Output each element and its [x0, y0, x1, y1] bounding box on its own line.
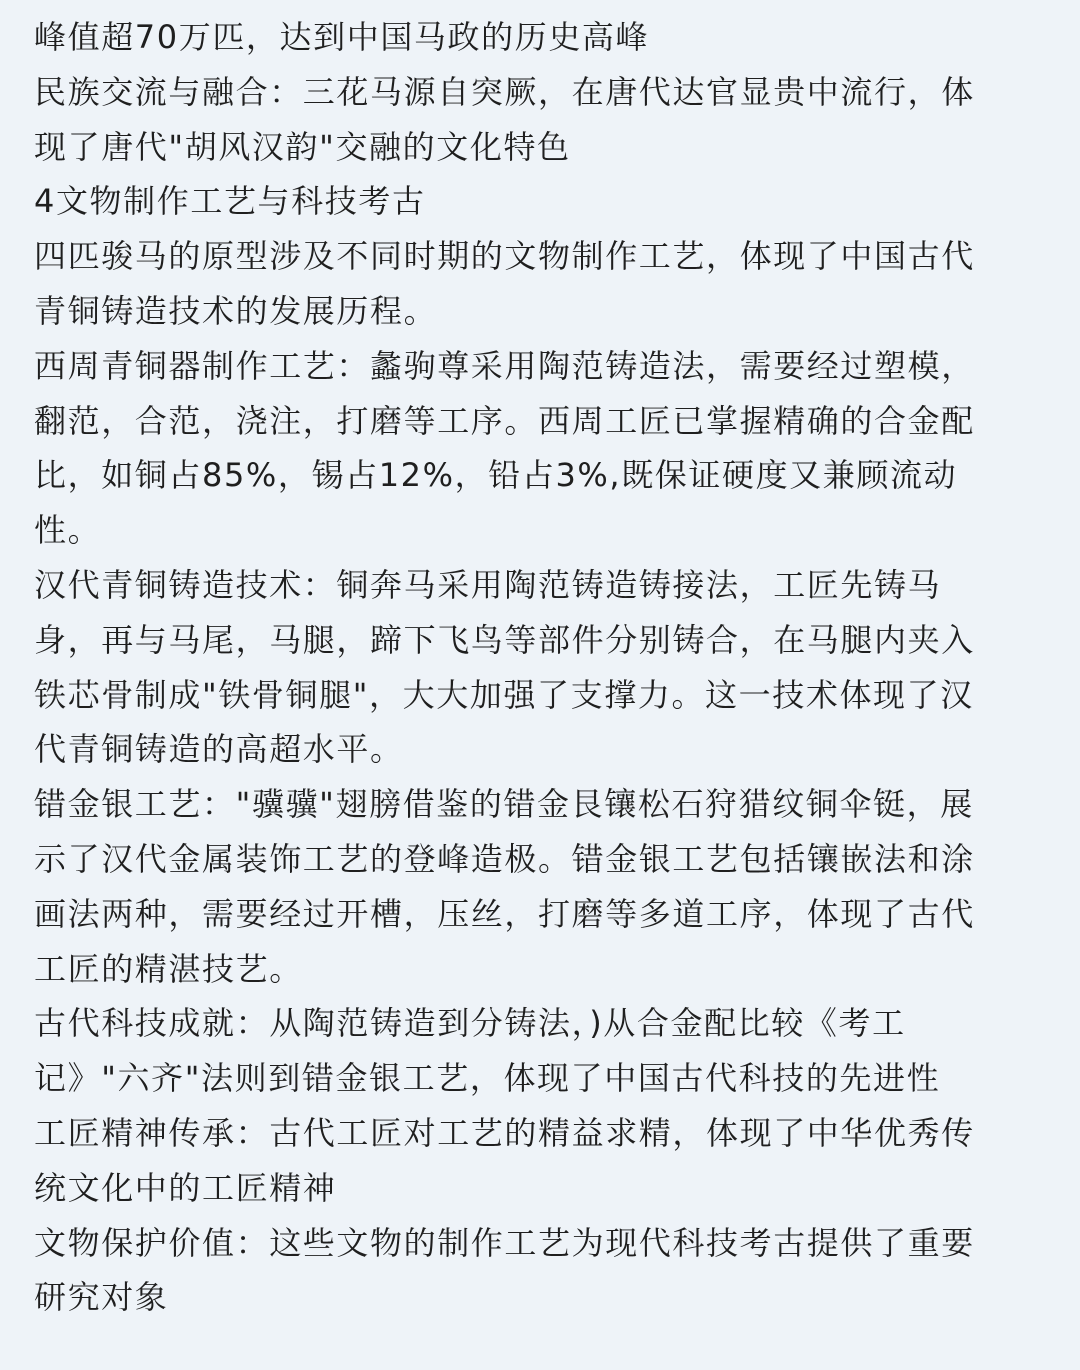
- text-line: 铁芯骨制成"铁骨铜腿"，大大加强了支撑力。这一技术体现了汉: [34, 675, 974, 714]
- section-heading: 4文物制作工艺与科技考古: [34, 182, 426, 221]
- text-line: 青铜铸造技术的发展历程。: [34, 291, 438, 330]
- text-line: 文物保护价值：这些文物的制作工艺为现代科技考古提供了重要: [34, 1223, 975, 1262]
- text-line: 记》"六齐"法则到错金银工艺，体现了中国古代科技的先进性: [34, 1059, 941, 1098]
- text-line: 工匠的精湛技艺。: [34, 949, 303, 988]
- text-line: 四匹骏马的原型涉及不同时期的文物制作工艺，体现了中国古代: [34, 237, 975, 276]
- text-line: 工匠精神传承：古代工匠对工艺的精益求精，体现了中华优秀传: [34, 1113, 975, 1152]
- text-line: 性。: [34, 511, 102, 550]
- text-line: 画法两种，需要经过开槽，压丝，打磨等多道工序，体现了古代: [34, 894, 975, 933]
- text-line: 比，如铜占85%，锡占12%，铅占3%,既保证硬度又兼顾流动: [34, 456, 958, 495]
- text-line: 民族交流与融合：三花马源自突厥，在唐代达官显贵中流行，体: [34, 72, 975, 111]
- text-line: 示了汉代金属装饰工艺的登峰造极。错金银工艺包括镶嵌法和涂: [34, 839, 975, 878]
- text-line: 汉代青铜铸造技术：铜奔马采用陶范铸造铸接法，工匠先铸马: [34, 565, 942, 604]
- text-line: 错金银工艺："骥骥"翅膀借鉴的错金艮镶松石狩猎纹铜伞铤，展: [34, 785, 974, 824]
- text-line: 身，再与马尾，马腿，蹄下飞鸟等部件分别铸合，在马腿内夹入: [34, 620, 975, 659]
- text-line: 峰值超70万匹，达到中国马政的历史高峰: [34, 18, 650, 56]
- text-line: 西周青铜器制作工艺：蠡驹尊采用陶范铸造法，需要经过塑模，: [34, 346, 975, 385]
- text-line: 代青铜铸造的高超水平。: [34, 730, 404, 769]
- text-line: 翻范，合范，浇注，打磨等工序。西周工匠已掌握精确的合金配: [34, 401, 975, 440]
- text-line: 古代科技成就：从陶范铸造到分铸法，)从合金配比较《考工: [34, 1004, 906, 1043]
- text-line: 研究对象: [34, 1278, 169, 1317]
- text-line: 现了唐代"胡风汉韵"交融的文化特色: [34, 127, 571, 166]
- text-line: 统文化中的工匠精神: [34, 1168, 337, 1207]
